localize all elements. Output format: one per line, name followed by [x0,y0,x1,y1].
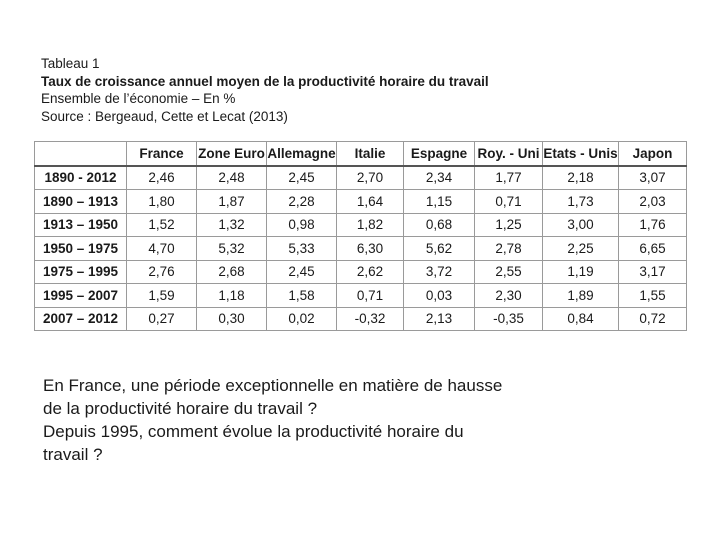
table-cell: 3,07 [619,166,687,190]
table-cell: 0,02 [267,307,337,331]
table-cell: 0,27 [127,307,197,331]
header-corner [35,142,127,166]
table-cell: 5,32 [197,237,267,261]
table-cell: 1,73 [543,190,619,214]
table-cell: 2,45 [267,260,337,284]
table-cell: 3,72 [404,260,475,284]
table-cell: 1,58 [267,284,337,308]
table-cell: 1,64 [337,190,404,214]
table-cell: 1,87 [197,190,267,214]
header-roy-uni: Roy. - Uni [475,142,543,166]
table-cell: 1,15 [404,190,475,214]
table-cell: 2,46 [127,166,197,190]
table-cell: 2,03 [619,190,687,214]
table-row [35,260,687,284]
table-heading [41,55,489,125]
period-label: 2007 – 2012 [35,307,127,331]
header-espagne: Espagne [404,142,475,166]
table-row [35,237,687,261]
period-label: 1950 – 1975 [35,237,127,261]
header-allemagne: Allemagne [267,142,337,166]
table-cell: 0,84 [543,307,619,331]
table-row [35,166,687,190]
table-header-row [35,142,687,166]
period-label: 1975 – 1995 [35,260,127,284]
table-cell: 2,18 [543,166,619,190]
table-row [35,284,687,308]
table-cell: 2,70 [337,166,404,190]
period-label: 1995 – 2007 [35,284,127,308]
table-body [35,166,687,331]
table-cell: -0,35 [475,307,543,331]
table-cell: 0,03 [404,284,475,308]
table-cell: 2,45 [267,166,337,190]
table-cell: 0,71 [337,284,404,308]
table-cell: 2,25 [543,237,619,261]
header-etats-unis: Etats - Unis [543,142,619,166]
table-cell: 2,34 [404,166,475,190]
table-cell: 1,77 [475,166,543,190]
table-cell: 2,48 [197,166,267,190]
table-cell: 1,55 [619,284,687,308]
table-cell: 1,89 [543,284,619,308]
header-zone-euro: Zone Euro [197,142,267,166]
table-cell: 4,70 [127,237,197,261]
table-cell: 0,68 [404,213,475,237]
table-cell: 0,71 [475,190,543,214]
table-cell: 1,25 [475,213,543,237]
table-cell: 2,78 [475,237,543,261]
header-italie: Italie [337,142,404,166]
table-cell: 2,28 [267,190,337,214]
table-cell: 2,13 [404,307,475,331]
table-cell: 6,65 [619,237,687,261]
table-cell: 2,68 [197,260,267,284]
table-cell: 3,17 [619,260,687,284]
table-cell: 1,18 [197,284,267,308]
question-line: de la productivité horaire du travail ? [43,399,318,418]
table-title: Taux de croissance annuel moyen de la productivité horaire du travail [41,73,489,89]
table-cell: 1,80 [127,190,197,214]
productivity-table [34,141,687,331]
table-scope: Ensemble de l’économie – En % [41,91,236,106]
table-number: Tableau 1 [41,56,100,71]
table-cell: 2,30 [475,284,543,308]
table-cell: 2,55 [475,260,543,284]
table-cell: 1,32 [197,213,267,237]
question-line: En France, une période exceptionnelle en matière de hausse [43,376,503,395]
table-source: Source : Bergeaud, Cette et Lecat (2013) [41,108,288,124]
question-line: Depuis 1995, comment évolue la productivité horaire du [43,422,464,441]
period-label: 1890 - 2012 [35,166,127,190]
table-cell: 0,30 [197,307,267,331]
table-cell: 0,72 [619,307,687,331]
table-row [35,213,687,237]
table-cell: 0,98 [267,213,337,237]
header-japon: Japon [619,142,687,166]
table-cell: 5,62 [404,237,475,261]
table-cell: 5,33 [267,237,337,261]
table-cell: 2,76 [127,260,197,284]
period-label: 1913 – 1950 [35,213,127,237]
table-row [35,190,687,214]
header-france: France [127,142,197,166]
table-cell: -0,32 [337,307,404,331]
table-row [35,307,687,331]
table-cell: 1,76 [619,213,687,237]
table-cell: 6,30 [337,237,404,261]
question-line: travail ? [43,445,103,464]
table-cell: 1,82 [337,213,404,237]
table-cell: 1,59 [127,284,197,308]
table-cell: 1,19 [543,260,619,284]
table-cell: 1,52 [127,213,197,237]
questions-text [43,374,502,466]
table-cell: 3,00 [543,213,619,237]
table-cell: 2,62 [337,260,404,284]
period-label: 1890 – 1913 [35,190,127,214]
